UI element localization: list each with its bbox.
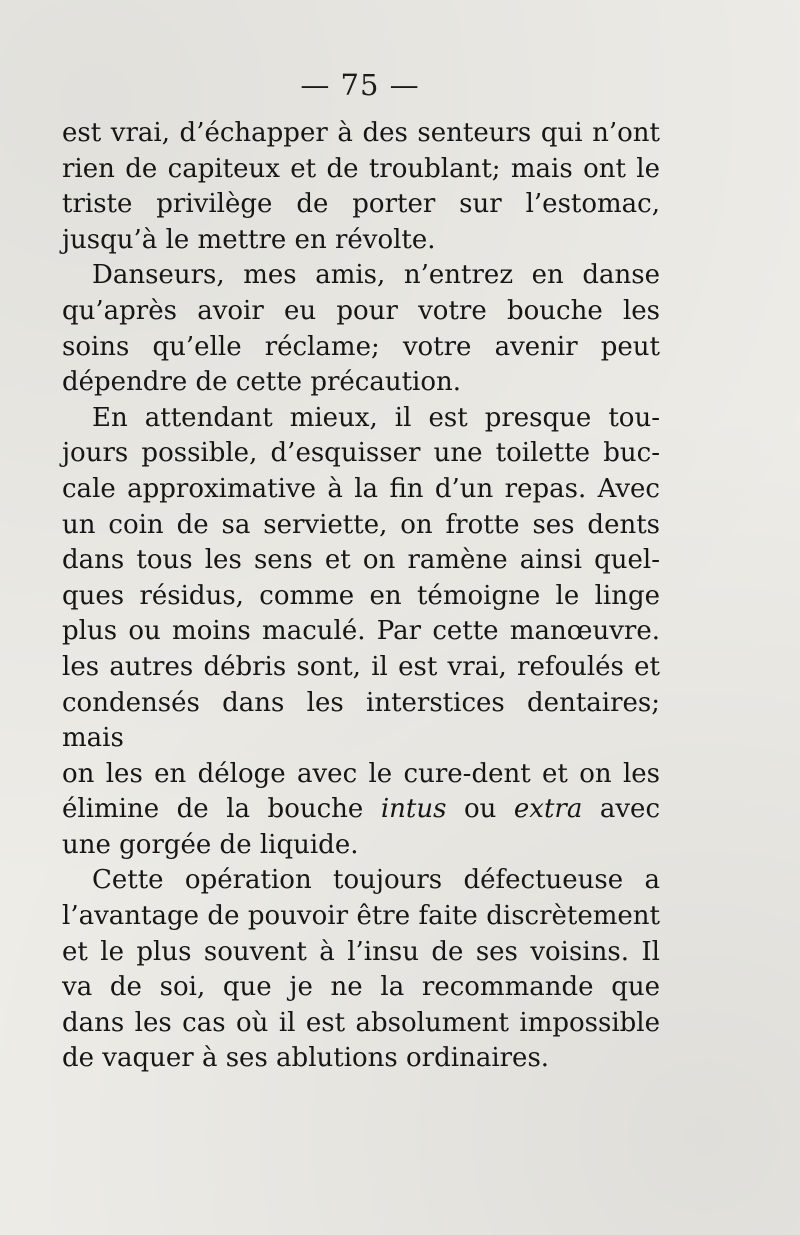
italic-word: extra [513, 794, 583, 825]
text-line: les autres débris sont, il est vrai, refoulés et [62, 651, 660, 682]
italic-word: intus [380, 794, 447, 825]
text-line: de vaquer à ses ablutions ordinaires. [62, 1043, 550, 1074]
text-line: dans les cas où il est absolument impossible [62, 1007, 660, 1038]
text-line: ques résidus, comme en témoigne le linge [62, 580, 660, 611]
text-run: élimine de la bouche [62, 794, 381, 825]
text-run: avec [582, 794, 661, 825]
text-line: cale approximative à la fin d’un repas. Avec [62, 473, 660, 504]
text-line: une gorgée de liquide. [62, 829, 359, 860]
text-line: En attendant mieux, il est presque tou- [92, 402, 660, 433]
text-line: rien de capiteux et de troublant; mais ont le [62, 153, 660, 184]
text-line: un coin de sa serviette, on frotte ses dents [62, 509, 660, 540]
text-run: ou [446, 794, 514, 825]
text-line: dans tous les sens et on ramène ainsi quel- [62, 545, 660, 576]
text-line: est vrai, d’échapper à des senteurs qui n’ont [62, 118, 660, 148]
text-line: et le plus souvent à l’insu de ses voisins. Il [62, 936, 660, 967]
text-line: on les en déloge avec le cure-dent et on les [62, 758, 660, 789]
text-line: jours possible, d’esquisser une toilette buc- [62, 438, 660, 469]
text-line: dépendre de cette précaution. [62, 367, 462, 398]
page-number: — 75 — [300, 68, 420, 102]
text-line: Danseurs, mes amis, n’entrez en danse [92, 260, 660, 291]
body-text [62, 116, 660, 1077]
text-line: Cette opération toujours défectueuse a [92, 865, 660, 896]
text-line: soins qu’elle réclame; votre avenir peut [62, 331, 660, 362]
text-line: va de soi, que je ne la recommande que [62, 972, 660, 1003]
text-line: condensés dans les interstices dentaires; mais [62, 687, 660, 754]
text-line: triste privilège de porter sur l’estomac, [62, 189, 660, 220]
text-line-mixed [62, 792, 660, 828]
text-line: l’avantage de pouvoir être faite discrètement [62, 901, 660, 932]
text-line: jusqu’à le mettre en révolte. [62, 224, 436, 255]
text-line: qu’après avoir eu pour votre bouche les [62, 295, 660, 326]
text-line: plus ou moins maculé. Par cette manœuvre. [62, 616, 660, 647]
